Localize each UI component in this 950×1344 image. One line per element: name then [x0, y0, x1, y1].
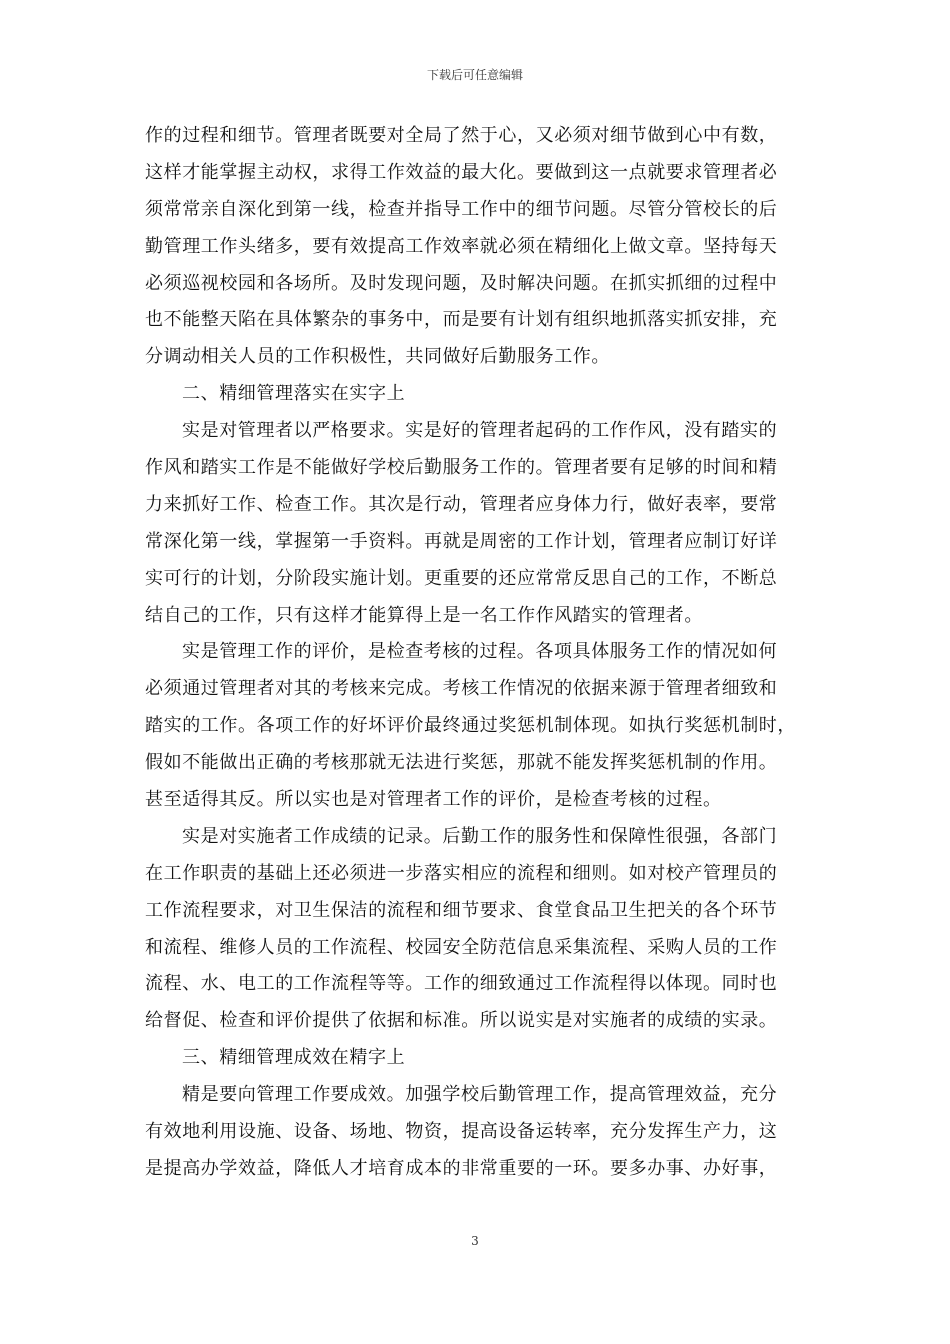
- text-line: 给督促、检查和评价提供了依据和标准。所以说实是对实施者的成绩的实录。: [145, 1010, 778, 1032]
- text-line: 实可行的计划，分阶段实施计划。更重要的还应常常反思自己的工作，不断总: [145, 567, 778, 589]
- text-line: 实是对实施者工作成绩的记录。后勤工作的服务性和保障性很强，各部门: [182, 825, 778, 847]
- text-line: 须常常亲自深化到第一线，检查并指导工作中的细节问题。尽管分管校长的后: [145, 198, 778, 220]
- text-line: 常深化第一线，掌握第一手资料。再就是周密的工作计划，管理者应制订好详: [145, 530, 778, 552]
- text-line: 这样才能掌握主动权，求得工作效益的最大化。要做到这一点就要求管理者必: [145, 161, 778, 183]
- text-line: 作风和踏实工作是不能做好学校后勤服务工作的。管理者要有足够的时间和精: [145, 457, 778, 479]
- page-header-note: 下载后可任意编辑: [426, 68, 523, 82]
- text-line: 也不能整天陷在具体繁杂的事务中，而是要有计划有组织地抓落实抓安排，充: [145, 309, 778, 331]
- text-line: 是提高办学效益，降低人才培育成本的非常重要的一环。要多办事、办好事，: [145, 1157, 778, 1179]
- page-number: 3: [471, 1234, 479, 1248]
- text-line: 结自己的工作，只有这样才能算得上是一名工作作风踏实的管理者。: [145, 604, 703, 626]
- text-line: 分调动相关人员的工作积极性，共同做好后勤服务工作。: [145, 346, 610, 368]
- text-line: 实是管理工作的评价，是检查考核的过程。各项具体服务工作的情况如何: [182, 641, 778, 663]
- text-line: 三、精细管理成效在精字上: [182, 1047, 406, 1069]
- text-line: 甚至适得其反。所以实也是对管理者工作的评价，是检查考核的过程。: [145, 789, 722, 811]
- text-line: 必须巡视校园和各场所。及时发现问题，及时解决问题。在抓实抓细的过程中: [145, 272, 778, 294]
- text-line: 精是要向管理工作要成效。加强学校后勤管理工作，提高管理效益，充分: [182, 1084, 778, 1106]
- text-line: 在工作职责的基础上还必须进一步落实相应的流程和细则。如对校产管理员的: [145, 862, 778, 884]
- text-line: 流程、水、电工的工作流程等等。工作的细致通过工作流程得以体现。同时也: [145, 973, 778, 995]
- text-line: 勤管理工作头绪多，要有效提高工作效率就必须在精细化上做文章。坚持每天: [145, 235, 778, 257]
- text-line: 工作流程要求，对卫生保洁的流程和细节要求、食堂食品卫生把关的各个环节: [145, 899, 778, 921]
- text-line: 实是对管理者以严格要求。实是好的管理者起码的工作作风，没有踏实的: [182, 420, 778, 442]
- text-line: 踏实的工作。各项工作的好坏评价最终通过奖惩机制体现。如执行奖惩机制时，: [145, 715, 796, 737]
- text-line: 必须通过管理者对其的考核来完成。考核工作情况的依据来源于管理者细致和: [145, 678, 778, 700]
- text-line: 作的过程和细节。管理者既要对全局了然于心，又必须对细节做到心中有数，: [145, 125, 778, 146]
- text-line: 二、精细管理落实在实字上: [182, 383, 406, 405]
- text-line: 力来抓好工作、检查工作。其次是行动，管理者应身体力行，做好表率，要常: [145, 493, 778, 515]
- document-body: [145, 118, 805, 1188]
- text-line: 和流程、维修人员的工作流程、校园安全防范信息采集流程、采购人员的工作: [145, 936, 778, 958]
- text-line: 假如不能做出正确的考核那就无法进行奖惩，那就不能发挥奖惩机制的作用。: [145, 752, 778, 774]
- text-line: 有效地利用设施、设备、场地、物资，提高设备运转率，充分发挥生产力，这: [145, 1121, 778, 1143]
